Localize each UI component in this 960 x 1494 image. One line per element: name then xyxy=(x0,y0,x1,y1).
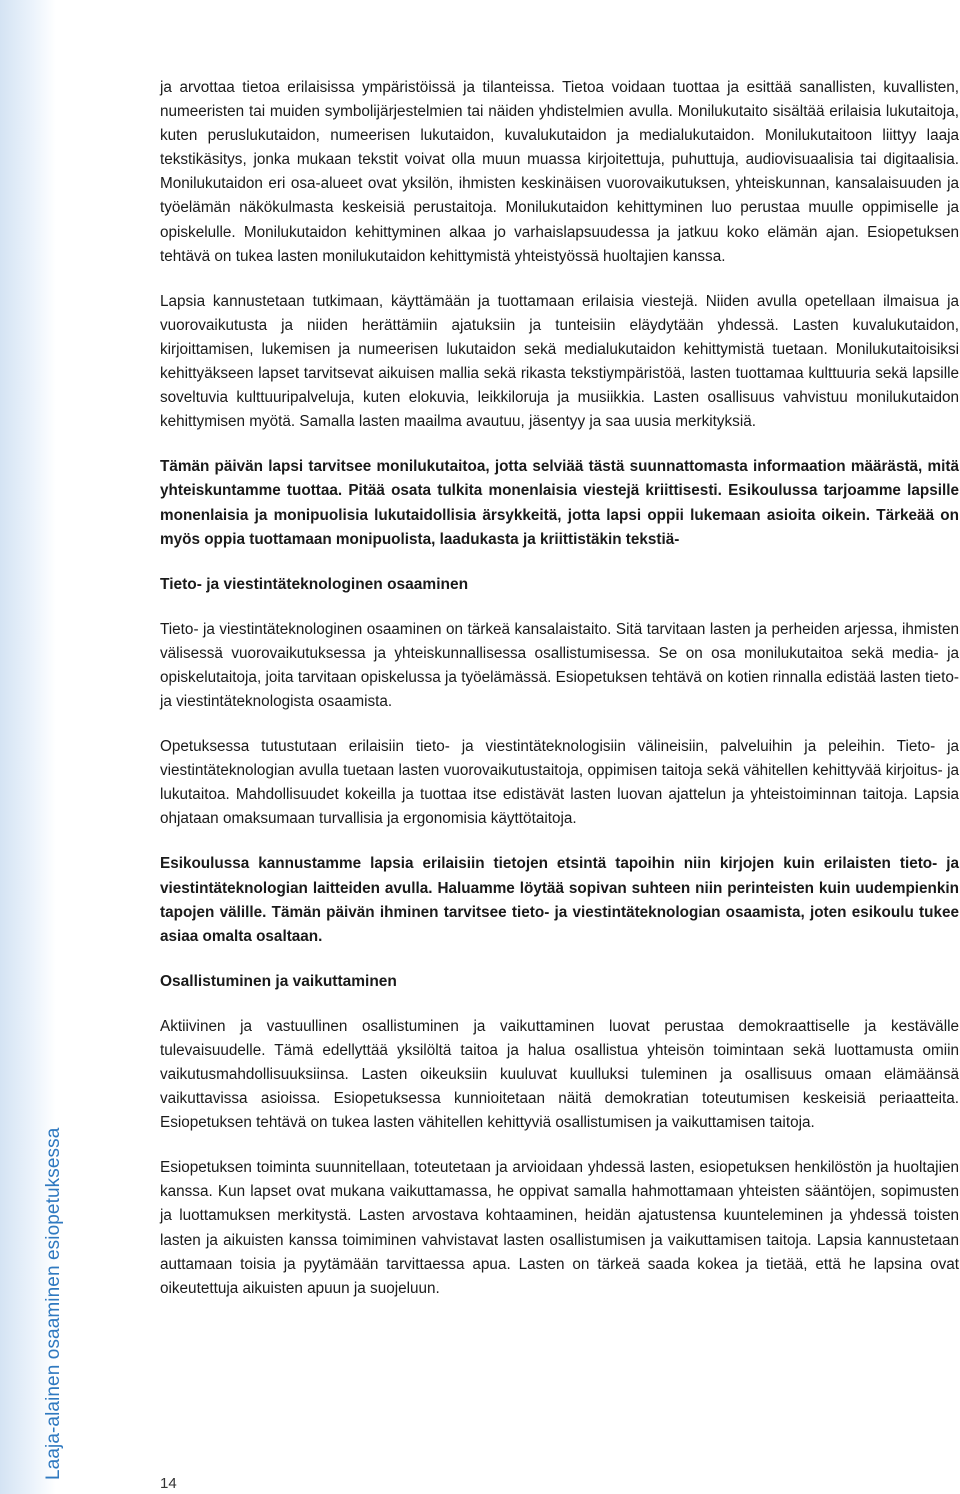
paragraph-multiliteracy: ja arvottaa tietoa erilaisissa ympäristöissä ja tilanteissa. Tietoa voidaan tuottaa ja esittää sanallisten, kuvallisten, numeeristen tai muiden symbolijärjestelmien tai näiden yhdistelmien avulla. Monilukutaito sisältää erilaisia lukutaitoja, kuten peruslukutaidon, numeerisen lukutaidon, kuvalukutaidon ja medialukutaidon. Monilukutaitoon liittyy laaja tekstikäsitys, jonka mukaan tekstit voivat olla muun muassa kirjoitettuja, puhuttuja, audiovisuaalisia tai digitaalisia. Monilukutaidon eri osa-alueet ovat yksilön, ihmisten keskinäisen vuorovaikutuksen, yhteiskunnan, kansalaisuuden ja työelämän näkökulmasta keskeisiä perustaitoja. Monilukutaidon kehittyminen luo perustaa muulle oppimiselle ja opiskelulle. Monilukutaidon kehittyminen alkaa jo varhaislapsuudessa ja jatkuu koko elämän ajan. Esiopetuksen tehtävä on tukea lasten monilukutaidon kehittymistä yhteistyössä huoltajien kanssa. xyxy=(160,79,959,265)
paragraph-ict-intro: Tieto- ja viestintäteknologinen osaaminen on tärkeä kansalaistaito. Sitä tarvitaan lasten ja perheiden arjessa, ihmisten välisessä vuorovaikutuksessa ja yhteiskunnallisessa osallistumisessa. Se on osa monilukutaitoa sekä media- ja opiskelutaitoja, joita tarvitaan opiskelussa ja työelämässä. Esiopetuksen tehtävä on kotien rinnalla edistää lasten tieto- ja viestintäteknologista osaamista. xyxy=(160,620,959,710)
paragraph-ict-teaching: Opetuksessa tutustutaan erilaisiin tieto- ja viestintäteknologisiin välineisiin, palveluihin ja peleihin. Tieto- ja viestintäteknologian avulla tuetaan lasten vuorovaikutustaitoja, oppimisen taitoja sekä vähitellen kehittyvää kirjoitus- ja lukutaitoa. Mahdollisuudet kokeilla ja tuottaa itse edistävät lasten luovan ajattelun ja yhteistoiminnan taitoja. Lapsia ohjataan omaksumaan turvallisia ja ergonomisia käyttötaitoja. xyxy=(160,738,959,828)
heading-ict: Tieto- ja viestintäteknologinen osaaminen xyxy=(160,575,469,593)
bold-note-multiliteracy: Tämän päivän lapsi tarvitsee monilukutaitoa, jotta selviää tästä suunnattomasta informaation määrästä, mitä yhteiskuntamme tuottaa. Pitää osata tulkita monenlaisia viestejä kriittisesti. Esikoulussa tarjoamme lapsille monenlaisia ja monipuolisia lukutaidollisia ärsykkeitä, jotta lapsi oppii lukemaan asioita oikein. Tärkeää on myös oppia tuottamaan monipuolista, laadukasta ja kriittistäkin tekstiä- xyxy=(160,458,959,548)
page-number: 14 xyxy=(160,1475,177,1492)
paragraph-participation-planning: Esiopetuksen toiminta suunnitellaan, toteutetaan ja arvioidaan yhdessä lasten, esiopetuksen henkilöstön ja huoltajien kanssa. Kun lapset ovat mukana vaikuttamassa, he oppivat samalla hahmottamaan yhteisten sääntöjen, sopimusten ja luottamuksen merkitystä. Lasten arvostava kohtaaminen, heidän ajatustensa kuunteleminen ja yhdessä toisten lasten ja aikuisten kanssa toimiminen vahvistavat lasten osallistumisen ja vaikuttamisen taitoja. Lapsia kannustetaan auttamaan toisia ja pyytämään tarvittaessa apua. Lasten on tärkeä saada kokea ja tietää, että he lapsina ovat oikeutettuja aikuisten apuun ja suojeluun. xyxy=(160,1159,959,1297)
bold-note-ict: Esikoulussa kannustamme lapsia erilaisiin tietojen etsintä tapoihin niin kirjojen kuin erilaisten tieto- ja viestintäteknologian laitteiden avulla. Haluamme löytää sopivan suhteen niin perinteisten kuin uudempienkin tapojen välille. Tämän päivän ihminen tarvitsee tieto- ja viestintäteknologian osaamista, joten esikoulu tukee asiaa omalta osaltaan. xyxy=(160,855,959,945)
paragraph-participation-intro: Aktiivinen ja vastuullinen osallistuminen ja vaikuttaminen luovat perustaa demokraattiselle ja kestävälle tulevaisuudelle. Tämä edellyttää yksilöltä taitoa ja halua osallistua yhteisön toimintaan sekä luottamusta omiin vaikutusmahdollisuuksiinsa. Lasten oikeuksiin kuuluvat kuulluksi tuleminen ja osallisuus omaan elämäänsä vaikuttavissa asioissa. Esiopetuksessa kunnioitetaan näitä demokratian toteutumisen keskeisiä periaatteita. Esiopetuksen tehtävä on tukea lasten vähitellen kehittyviä osallistumisen ja vaikuttamisen taitoja. xyxy=(160,1017,959,1132)
section-title-vertical: Laaja-alainen osaaminen esiopetuksessa xyxy=(43,1127,64,1480)
heading-participation: Osallistuminen ja vaikuttaminen xyxy=(160,972,397,990)
sidebar-band xyxy=(0,0,64,1494)
main-text xyxy=(160,76,959,1322)
paragraph-messages: Lapsia kannustetaan tutkimaan, käyttämään ja tuottamaan erilaisia viestejä. Niiden avulla opetellaan ilmaisua ja vuorovaikutusta ja niiden herättämiin ajatuksiin ja tunteisiin eläydytään yhdessä. Lasten kuvalukutaidon, kirjoittamisen, lukemisen ja numeerisen lukutaidon sekä medialukutaidon kehittymistä tuetaan. Monilukutaitoisiksi kehittyäkseen lapset tarvitsevat aikuisen mallia sekä rikasta tekstiympäristöä, lasten tuottamaa kulttuuria sekä lapsille soveltuvia kulttuuripalveluja, kuten elokuvia, leikkiloruja ja musiikkia. Lasten osallisuus vahvistuu monilukutaidon kehittymisen myötä. Samalla lasten maailma avautuu, jäsentyy ja saa uusia merkityksiä. xyxy=(160,292,959,431)
